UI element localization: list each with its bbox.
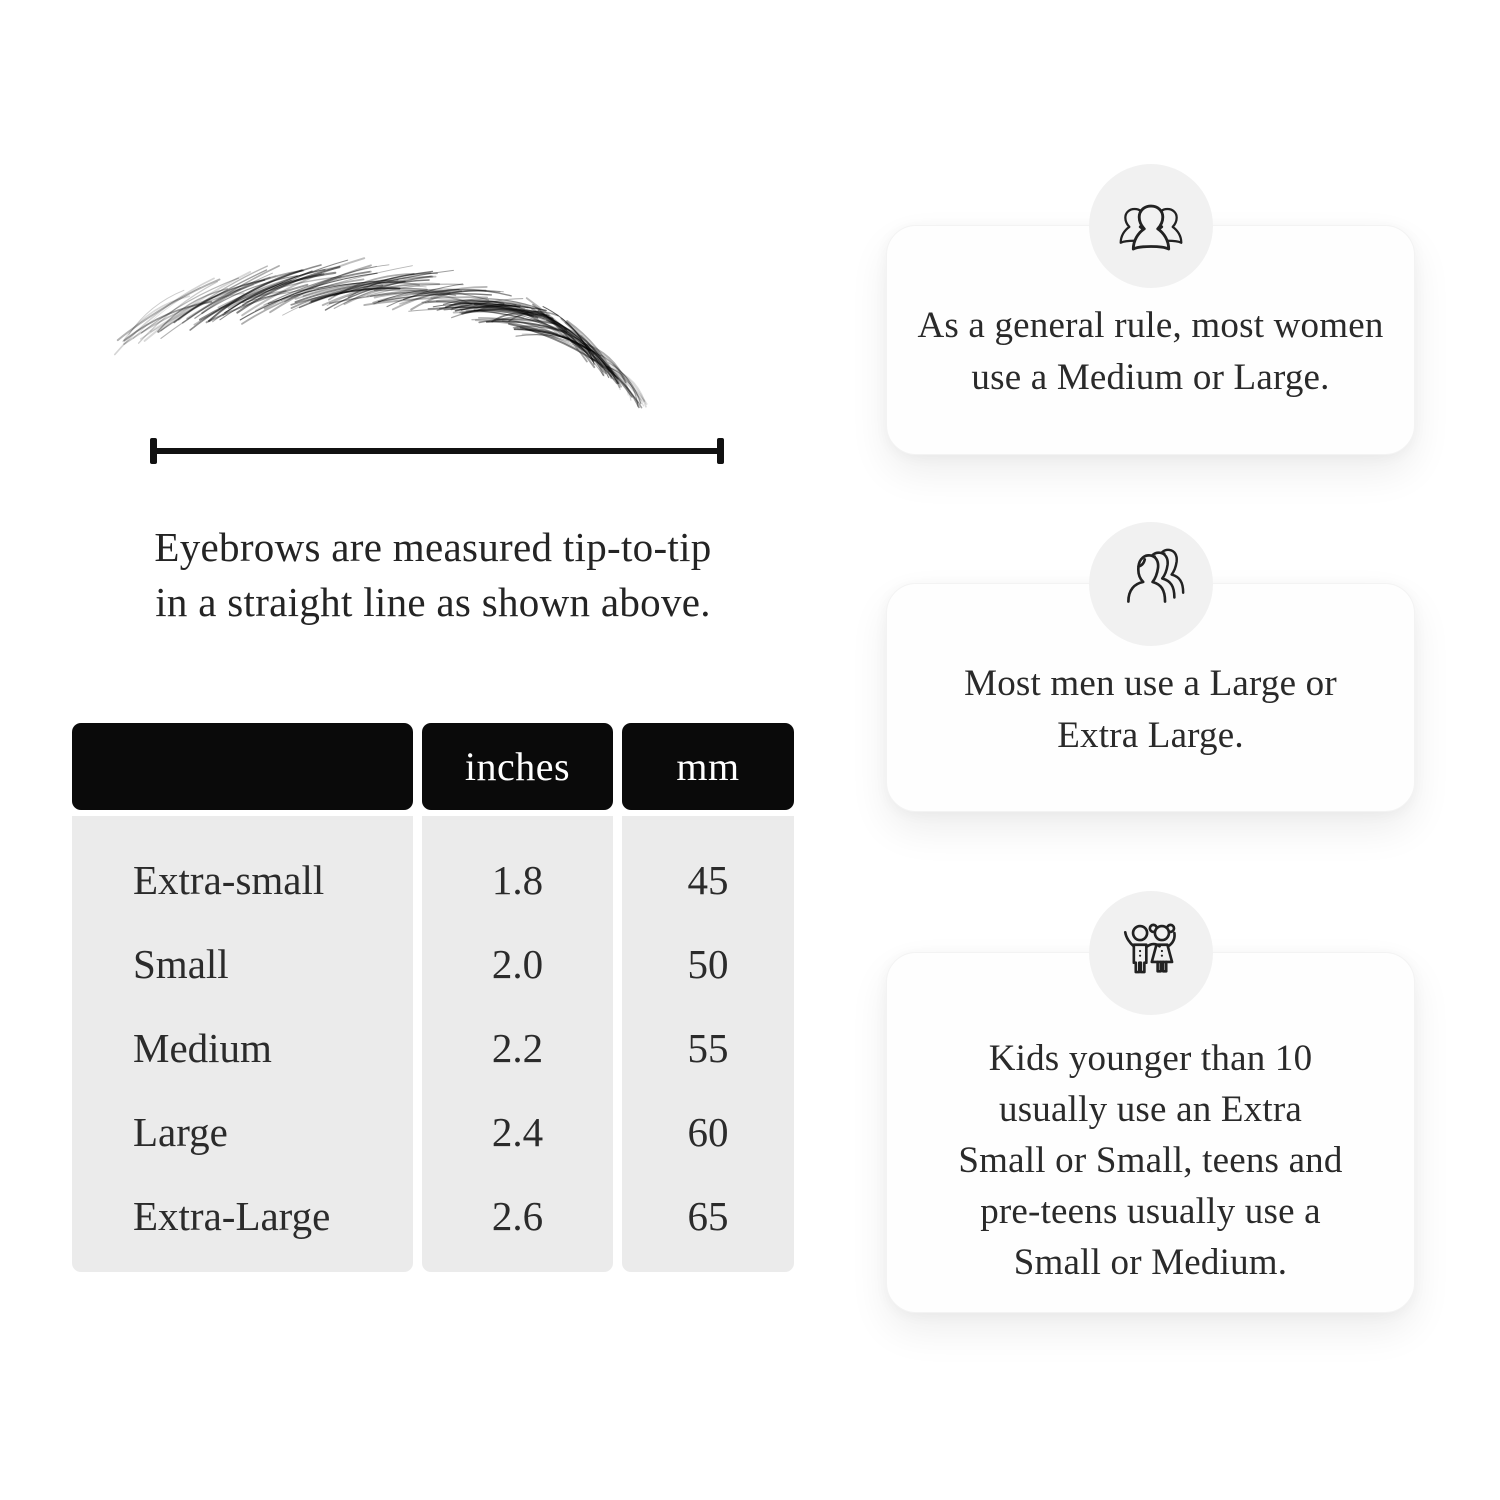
size-table-label-column <box>72 816 413 1272</box>
size-label: Extra-Large <box>133 1193 331 1239</box>
mm-value: 60 <box>687 1109 729 1155</box>
measurement-right-tick <box>717 438 724 464</box>
caption-line: Eyebrows are measured tip-to-tip <box>154 524 712 570</box>
card-men <box>886 583 1415 812</box>
size-table <box>72 723 794 1272</box>
size-table-header-mm: mm <box>622 723 794 810</box>
men-badge <box>1089 522 1213 646</box>
card-text-line: Kids younger than 10 <box>988 1038 1313 1079</box>
inches-value: 1.8 <box>491 857 544 903</box>
card-women <box>886 225 1415 455</box>
inches-value: 2.6 <box>491 1193 544 1239</box>
men-group-icon <box>1112 543 1190 626</box>
size-table-inches-column <box>422 816 613 1272</box>
size-label: Extra-small <box>133 857 325 903</box>
women-group-icon <box>1112 185 1190 268</box>
mm-value: 45 <box>687 857 729 903</box>
measurement-bar <box>157 448 717 454</box>
card-text-line: use a Medium or Large. <box>971 357 1330 398</box>
card-text-line: Extra Large. <box>1057 715 1244 756</box>
card-text-line: Small or Medium. <box>1013 1242 1288 1283</box>
caption-line: in a straight line as shown above. <box>155 579 711 625</box>
size-table-mm-column <box>622 816 794 1272</box>
mm-value: 65 <box>687 1193 729 1239</box>
measurement-left-tick <box>150 438 157 464</box>
size-label: Small <box>133 941 229 987</box>
women-badge <box>1089 164 1213 288</box>
children-icon <box>1112 912 1190 995</box>
inches-value: 2.2 <box>491 1025 544 1071</box>
card-text-line: usually use an Extra <box>999 1089 1302 1130</box>
size-label: Large <box>133 1109 228 1155</box>
size-label: Medium <box>133 1025 272 1071</box>
card-text-line: As a general rule, most women <box>917 305 1384 346</box>
card-text-line: pre-teens usually use a <box>980 1191 1321 1232</box>
eyebrow-illustration <box>100 222 665 434</box>
measurement-caption <box>80 520 786 630</box>
mm-value: 50 <box>687 941 729 987</box>
measurement-line <box>150 438 724 464</box>
kids-badge <box>1089 891 1213 1015</box>
size-table-header-blank <box>72 723 413 810</box>
mm-value: 55 <box>687 1025 729 1071</box>
inches-value: 2.4 <box>491 1109 544 1155</box>
card-text-line: Small or Small, teens and <box>958 1140 1343 1181</box>
inches-value: 2.0 <box>491 941 544 987</box>
card-kids <box>886 952 1415 1313</box>
card-text-line: Most men use a Large or <box>964 663 1337 704</box>
size-table-header-inches: inches <box>422 723 613 810</box>
